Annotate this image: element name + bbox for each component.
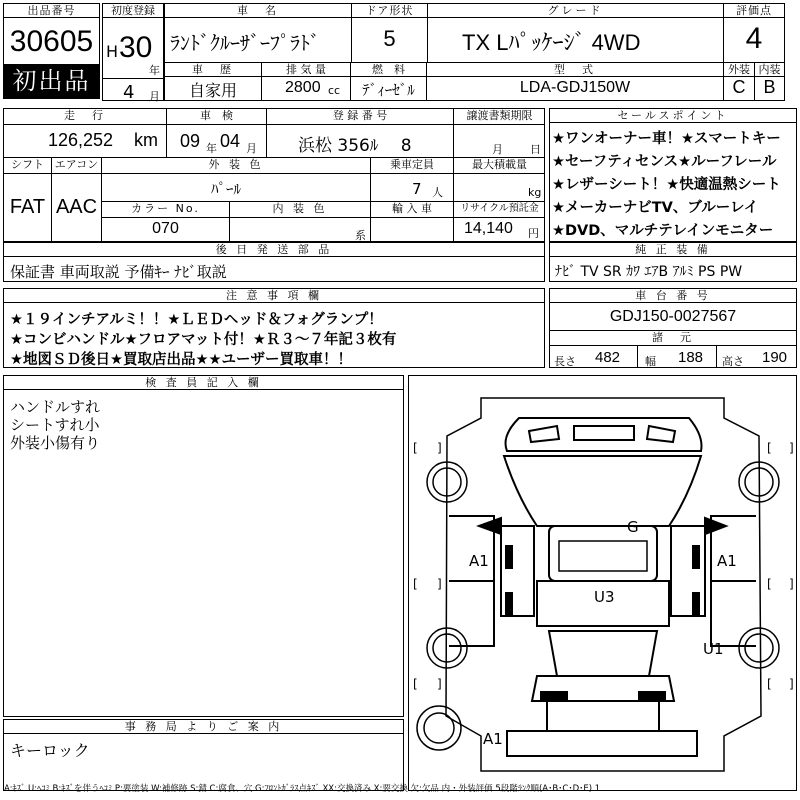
score-value: 4 [745, 22, 763, 55]
era: H [106, 42, 119, 61]
grade-value: TX Lﾊﾟｯｹｰｼﾞ 4WD [462, 30, 641, 55]
shift-label: シフト [11, 158, 44, 171]
car-name-label: 車 名 [165, 4, 351, 18]
inspector-line: シートすれ小 [10, 416, 100, 434]
transfer-docs-label: 譲渡書類期限 [466, 109, 533, 122]
grade-label: グレード [428, 4, 723, 18]
svg-text:]: ] [789, 441, 794, 455]
import-label: 輸 入 車 [392, 202, 432, 215]
interior-grade: B [763, 77, 776, 97]
first-listing-text: 初出品 [12, 67, 91, 95]
max-load-label: 最大積載量 [472, 158, 527, 171]
damage-mark-rear-bumper: A1 [483, 730, 503, 748]
inspector-box [3, 375, 404, 717]
inspection-label: 車 検 [200, 109, 233, 122]
height-label: 高さ [722, 355, 744, 368]
car-diagram-box [408, 375, 797, 791]
recycle-value: 14,140 [464, 220, 513, 237]
registration-month: 4 [123, 82, 135, 103]
inspection-year-unit: 年 [206, 142, 217, 155]
inspector-label: 検 査 員 記 入 欄 [4, 376, 403, 390]
notes-line: ★コンビハンドル★フロアマット付！★Ｒ３～７年記３枚有 [10, 332, 397, 348]
lot-number-label: 出品番号 [4, 4, 99, 18]
plate-label: 登 録 番 号 [332, 109, 388, 122]
inspection-year: 09 [180, 131, 201, 151]
registration-year: 30 [119, 31, 153, 64]
sales-point-line: ★メーカーナビTV、ブルーレイ [552, 200, 759, 216]
damage-mark-roof: G [627, 518, 639, 536]
mileage-unit: km [134, 130, 158, 150]
exterior-grade-label: 外装 [728, 63, 750, 76]
later-parts-box [3, 242, 545, 282]
chassis-number: GDJ150-0027567 [609, 308, 737, 325]
history-label: 車 歴 [192, 63, 234, 76]
width-value: 188 [678, 349, 704, 366]
dimensions-label: 諸 元 [652, 331, 694, 344]
office-label: 事 務 局 よ り ご 案 内 [4, 720, 403, 734]
equipment-value: ﾅﾋﾞ TV SR ｶﾜ ｴｱB ｱﾙﾐ PS PW [555, 264, 743, 280]
damage-mark-left-front: A1 [469, 552, 489, 570]
svg-text:[: [ [767, 577, 772, 591]
svg-text:[: [ [413, 441, 418, 455]
svg-text:[: [ [767, 441, 772, 455]
interior-color-label: 内 装 色 [272, 202, 328, 215]
mileage-label: 走 行 [64, 109, 106, 122]
first-registration-box [102, 3, 164, 101]
plate-value: 浜松 356ﾙ 8 [298, 136, 412, 156]
equipment-label: 純 正 装 備 [550, 243, 796, 257]
sales-points-box [549, 108, 797, 242]
max-load-unit: kg [528, 186, 542, 199]
interior-grade-label: 内装 [758, 63, 781, 76]
notes-line: ★地図ＳＤ後日★買取店出品★★ユーザー買取車！！ [10, 352, 352, 368]
sales-point-line: ★レザーシート！★快適温熱シート [552, 177, 781, 193]
ac-label: エアコン [54, 158, 99, 171]
inspection-month: 04 [220, 131, 241, 151]
history-value: 自家用 [188, 81, 237, 100]
displacement-unit: cc [328, 84, 341, 97]
damage-mark-right-front: A1 [717, 552, 737, 570]
inspection-month-unit: 月 [246, 142, 257, 155]
legend-footer: A:ｷｽﾞ U:ﾍｺﾐ B:ｷｽﾞを伴うﾍｺﾐ P:要塗装 W:補修跡 S:錆 C:腐食、穴 G:ﾌﾛﾝﾄｶﾞﾗｽ点ｷｽﾞ XX:交換済み X:要交換 欠:欠品 内・外装評価 5段階ﾗﾝｸ順(A･B･C･D･E) 1 [4, 784, 601, 794]
length-label: 長さ [554, 355, 576, 368]
svg-text:]: ] [437, 577, 442, 591]
notes-line: ★１９インチアルミ！！★ＬＥＤヘッド＆フォグランプ！ [10, 312, 383, 328]
capacity-value: 7 [412, 180, 422, 198]
doors-value: 5 [383, 26, 396, 51]
recycle-unit: 円 [528, 227, 539, 240]
chassis-box [549, 288, 797, 368]
month-unit: 月 [149, 90, 160, 103]
svg-text:]: ] [789, 677, 794, 691]
inspector-line: ハンドルすれ [10, 398, 101, 416]
capacity-label: 乗車定員 [390, 158, 434, 171]
exterior-color-label: 外 装 色 [208, 158, 264, 171]
office-value: キーロック [10, 741, 90, 760]
model-value: LDA-GDJ150W [519, 79, 631, 96]
sales-point-line: ★ワンオーナー車！★スマートキー [552, 131, 781, 147]
exterior-grade: C [732, 77, 746, 97]
sales-point-line: ★セーフティセンス★ルーフレール [552, 154, 777, 170]
color-no-label: カラー No. [131, 202, 200, 215]
svg-text:[: [ [767, 677, 772, 691]
svg-text:[: [ [413, 577, 418, 591]
recycle-label: リサイクル預託金 [460, 203, 539, 214]
damage-mark-center: U3 [594, 588, 615, 606]
equipment-box [549, 242, 797, 282]
sales-point-line: ★DVD、マルチテレインモニター [552, 223, 774, 239]
displacement-label: 排 気 量 [286, 63, 326, 76]
svg-text:]: ] [789, 577, 794, 591]
damage-mark-right-rear: U1 [703, 640, 724, 658]
lot-number: 30605 [9, 25, 94, 58]
fuel-label: 燃 料 [372, 63, 405, 76]
displacement-value: 2800 [285, 79, 321, 96]
exterior-color-value: ﾊﾟｰﾙ [210, 180, 241, 198]
notes-label: 注 意 事 項 欄 [4, 289, 544, 303]
length-value: 482 [595, 349, 621, 366]
car-diagram [409, 376, 796, 790]
svg-text:]: ] [437, 441, 442, 455]
fuel-value: ﾃﾞｨｰｾﾞﾙ [362, 81, 415, 99]
width-label: 幅 [645, 355, 656, 368]
svg-text:]: ] [437, 677, 442, 691]
interior-color-unit: 系 [355, 229, 366, 242]
transfer-month-unit: 月 [492, 143, 503, 156]
mileage-value: 126,252 [48, 130, 114, 150]
office-box [3, 719, 404, 791]
inspector-line: 外装小傷有り [10, 434, 101, 452]
model-label: 型 式 [554, 63, 596, 76]
notes-box [3, 288, 545, 368]
capacity-unit: 人 [432, 186, 443, 199]
ac-value: AAC [55, 196, 98, 218]
chassis-label: 車 台 番 号 [550, 289, 796, 303]
height-value: 190 [762, 349, 788, 366]
first-listing-badge [4, 64, 99, 98]
car-name: ﾗﾝﾄﾞｸﾙｰｻﾞｰﾌﾟﾗﾄﾞ [170, 31, 320, 55]
color-no-value: 070 [152, 220, 179, 237]
score-label: 評価点 [724, 4, 784, 18]
door-label: ドア形状 [352, 4, 427, 18]
later-parts-value: 保証書 車両取説 予備ｷｰ ﾅﾋﾞ取説 [10, 263, 227, 281]
transfer-day-unit: 日 [530, 143, 541, 156]
year-unit: 年 [149, 64, 160, 77]
svg-text:[: [ [413, 677, 418, 691]
later-parts-label: 後 日 発 送 部 品 [4, 243, 544, 257]
shift-value: FAT [9, 196, 46, 218]
first-registration-label: 初度登録 [103, 4, 163, 18]
sales-points-label: セールスポイント [550, 109, 796, 123]
